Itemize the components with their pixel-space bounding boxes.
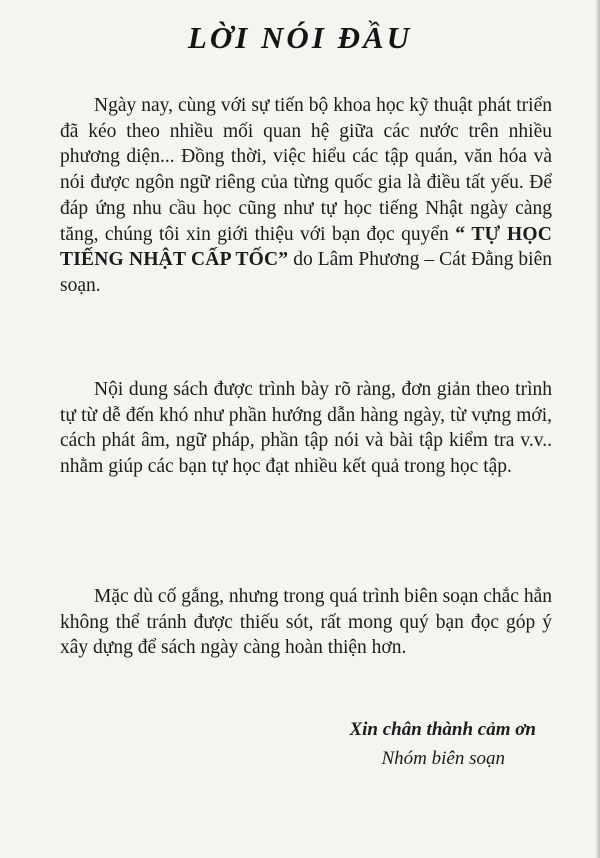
paragraph-closing-text: Mặc dù cố gắng, nhưng trong quá trình biên soạn chắc hẳn không thể tránh được thiếu sót, rất mong quý bạn đọc góp ý xây dựng để sách ngày càng hoàn thiện hơn. <box>60 586 552 659</box>
page-edge-shadow <box>595 0 600 858</box>
paragraph-content-text: Nội dung sách được trình bày rõ ràng, đơn giản theo trình tự từ dễ đến khó như phần hướng dẫn hàng ngày, từ vựng mới, cách phát âm, ngữ pháp, phần tập nói và bài tập kiểm tra v.v.. nhằm giúp các bạn tự học đạt nhiều kết quả trong học tập. <box>60 379 552 478</box>
signature-thanks: Xin chân thành cảm ơn <box>349 719 536 740</box>
paragraph-intro-ending: do Lâm Phương – Cát Đằng biên soạn. <box>60 249 552 296</box>
paragraph-intro-text: Ngày nay, cùng với sự tiến bộ khoa học kỹ thuật phát triển đã kéo theo nhiều mối quan hệ giữa các nước trên nhiều phương diện... Đồng thời, việc hiểu các tập quán, văn hóa và nói được ngôn ngữ riêng của từng quốc gia là điều tất yếu. Để đáp ứng nhu cầu học cũng như tự học tiếng Nhật ngày càng tăng, chúng tôi xin giới thiệu với bạn đọc quyển <box>60 95 552 245</box>
paragraph-closing <box>60 584 552 661</box>
paragraph-content <box>60 377 552 480</box>
signature-author: Nhóm biên soạn <box>381 748 505 769</box>
paragraph-intro <box>60 93 552 299</box>
page-title: LỜI NÓI ĐẦU <box>187 20 413 55</box>
book-title: “ TỰ HỌC TIẾNG NHẬT CẤP TỐC” <box>60 223 552 271</box>
